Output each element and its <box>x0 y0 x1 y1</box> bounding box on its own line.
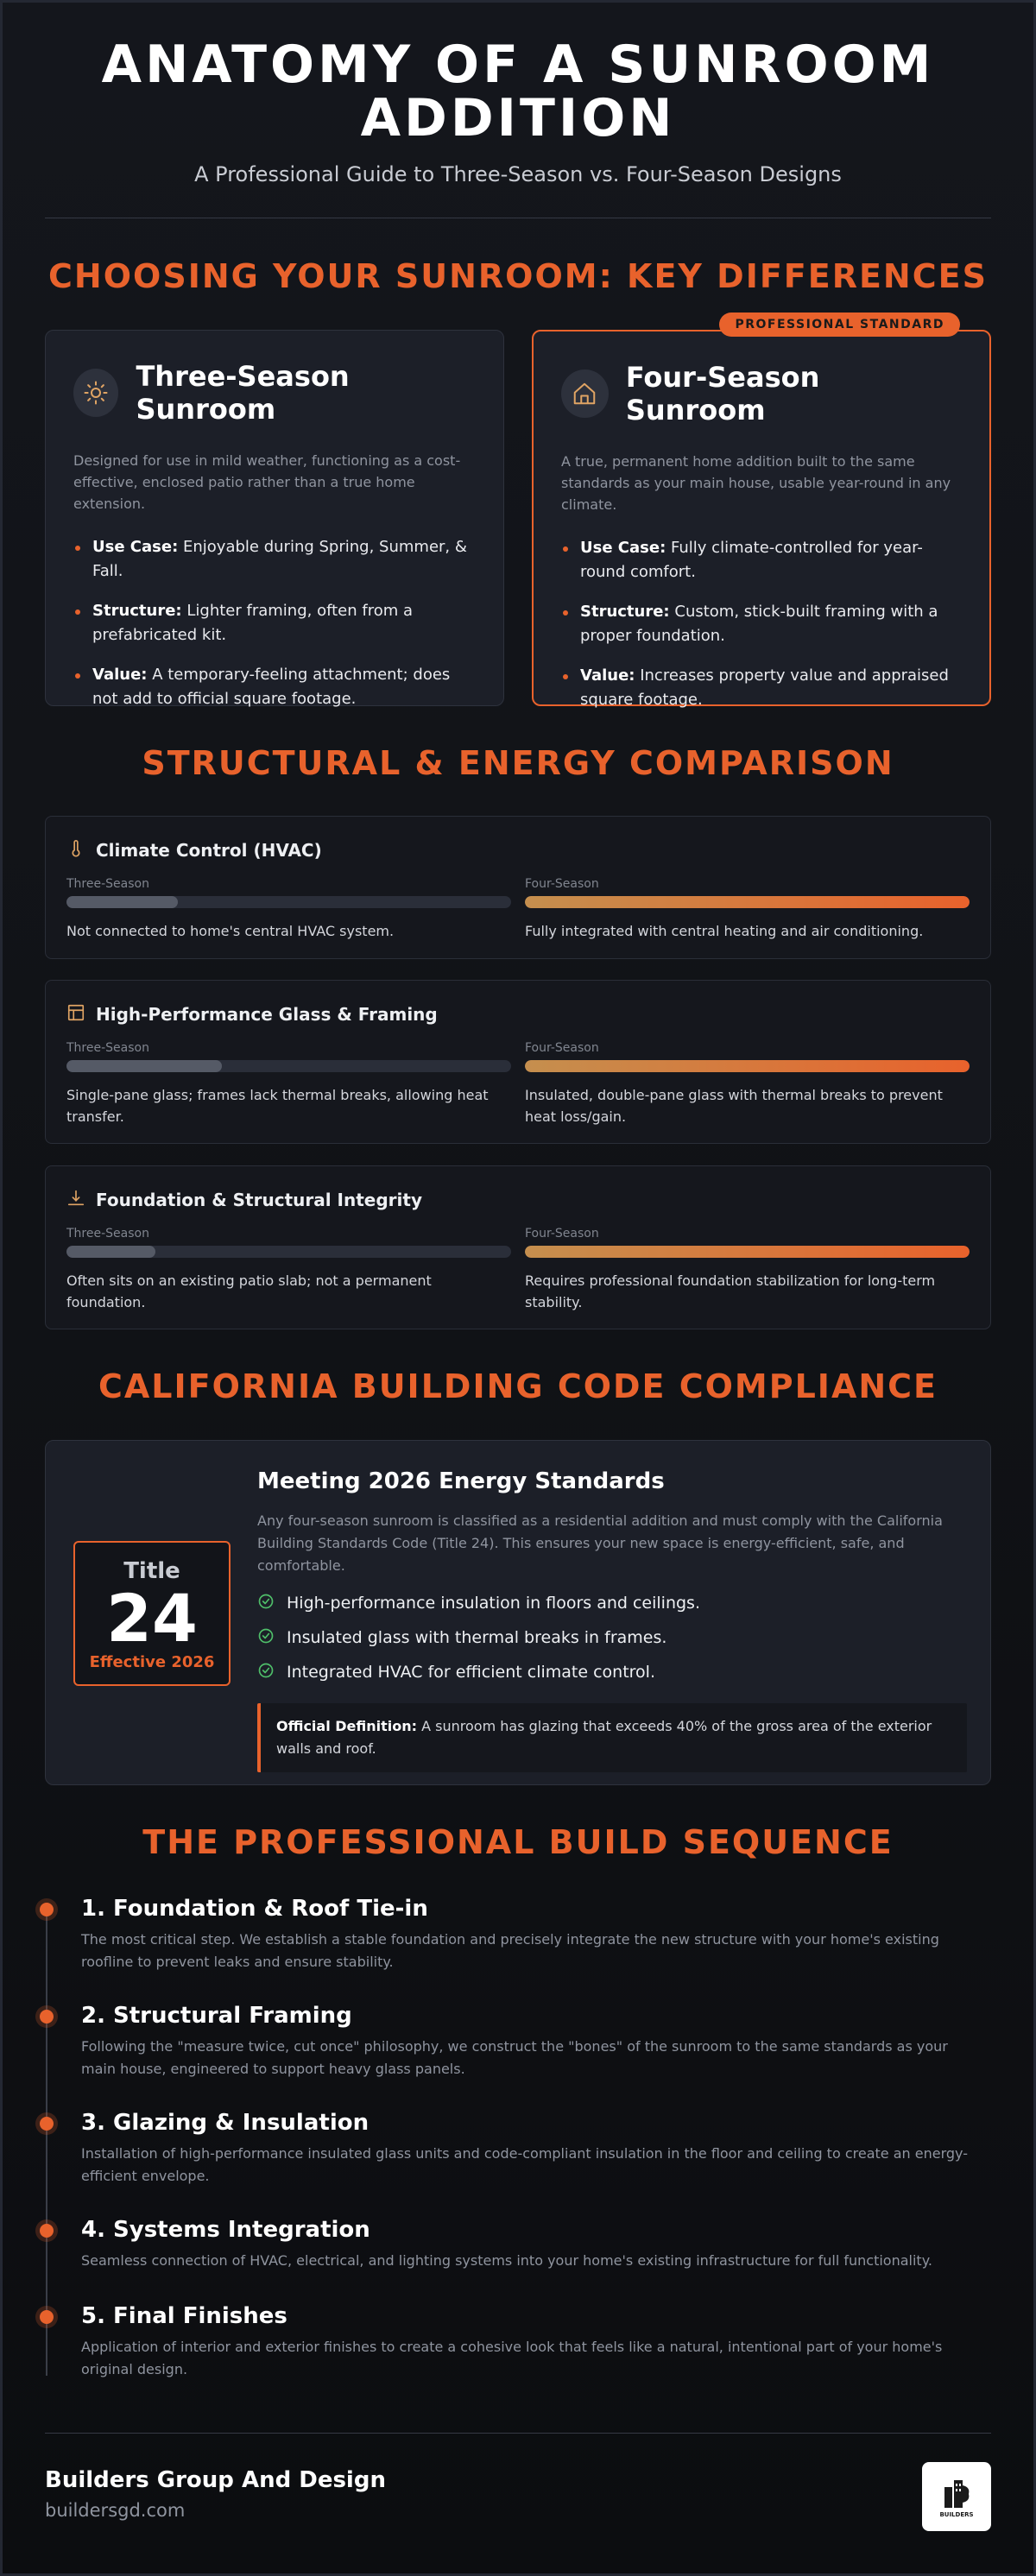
comparison-title: Climate Control (HVAC) <box>96 840 322 861</box>
three-season-bar <box>66 1060 511 1072</box>
step-description: Application of interior and exterior finishes to create a cohesive look that feels like a natural, intentional part of your home's original design. <box>81 2339 943 2377</box>
page-title: ANATOMY OF A SUNROOM ADDITION <box>101 35 935 148</box>
check-circle-icon <box>257 1627 275 1649</box>
card-description: Designed for use in mild weather, functioning as a cost-effective, enclosed patio rather than a true home extension. <box>73 452 461 512</box>
three-season-text: Not connected to home's central HVAC system. <box>66 923 395 939</box>
four-season-bar <box>525 896 970 908</box>
code-description: Any four-season sunroom is classified as a residential addition and must comply with the California Building Standards Code (Title 24). This ensures your new space is energy-efficient, safe, and comfortable. <box>257 1512 943 1574</box>
timeline-dot <box>40 2224 54 2238</box>
card-title: Three-Season Sunroom <box>136 360 350 426</box>
window-frame-icon <box>66 1003 85 1026</box>
list-item: Use Case: Fully climate-controlled for year-round comfort. <box>561 536 962 584</box>
footer-divider <box>45 2433 991 2434</box>
card-title: Four-Season Sunroom <box>625 361 820 426</box>
comparison-item-hvac <box>45 816 991 959</box>
section-title-sequence: THE PROFESSIONAL BUILD SEQUENCE <box>142 1823 894 1861</box>
step-title: 5. Final Finishes <box>81 2303 287 2329</box>
four-season-label: Four-Season <box>525 877 599 891</box>
step-5 <box>36 2303 991 2381</box>
four-season-bar <box>525 1246 970 1258</box>
code-compliance-box <box>45 1440 991 1785</box>
list-item: Value: A temporary-feeling attachment; does not add to official square footage. <box>73 663 476 711</box>
timeline-dot <box>40 2310 54 2324</box>
list-item: Structure: Lighter framing, often from a prefabricated kit. <box>73 599 476 647</box>
feature-list <box>73 535 476 711</box>
check-circle-icon <box>257 1662 275 1683</box>
company-url-link[interactable]: buildersgd.com <box>45 2500 186 2521</box>
four-season-text: Insulated, double-pane glass with thermal breaks to prevent heat loss/gain. <box>525 1087 943 1125</box>
three-season-bar <box>66 1246 511 1258</box>
step-description: Following the "measure twice, cut once" philosophy, we construct the "bones" of the sunroom to the same standards as your main house, engineered to support heavy glass panels. <box>81 2038 948 2077</box>
four-season-label: Four-Season <box>525 1041 599 1055</box>
step-title: 2. Structural Framing <box>81 2003 352 2029</box>
timeline-dot <box>40 1903 54 1916</box>
sun-icon <box>73 369 118 417</box>
timeline-dot <box>40 2117 54 2131</box>
comparison-title: High-Performance Glass & Framing <box>96 1004 438 1025</box>
timeline-dot <box>40 2010 54 2024</box>
four-season-card <box>532 318 991 709</box>
step-description: The most critical step. We establish a stable foundation and precisely integrate the new structure with your home's existing roofline to prevent leaks and ensure stability. <box>81 1931 939 1970</box>
step-title: 1. Foundation & Roof Tie-in <box>81 1896 428 1922</box>
section-title-differences: CHOOSING YOUR SUNROOM: KEY DIFFERENCES <box>48 257 988 295</box>
professional-standard-badge: PROFESSIONAL STANDARD <box>719 313 960 337</box>
step-title: 3. Glazing & Insulation <box>81 2110 370 2136</box>
list-item: Value: Increases property value and appraised square footage. <box>561 664 962 712</box>
list-item: Integrated HVAC for efficient climate control. <box>257 1655 967 1689</box>
seal-number: 24 <box>106 1580 198 1657</box>
three-season-text: Single-pane glass; frames lack thermal breaks, allowing heat transfer. <box>66 1087 489 1125</box>
comparison-title: Foundation & Structural Integrity <box>96 1190 422 1210</box>
four-season-label: Four-Season <box>525 1227 599 1241</box>
code-heading: Meeting 2026 Energy Standards <box>257 1468 665 1494</box>
section-title-code: CALIFORNIA BUILDING CODE COMPLIANCE <box>98 1367 938 1405</box>
three-season-bar <box>66 896 511 908</box>
three-season-label: Three-Season <box>66 877 149 891</box>
seal-title: Title <box>123 1558 180 1584</box>
four-season-text: Requires professional foundation stabilization for long-term stability. <box>525 1272 936 1310</box>
company-name: Builders Group And Design <box>45 2467 386 2493</box>
step-title: 4. Systems Integration <box>81 2217 370 2243</box>
title-24-seal <box>73 1541 231 1686</box>
thermometer-icon <box>66 839 85 862</box>
three-season-label: Three-Season <box>66 1041 149 1055</box>
step-description: Seamless connection of HVAC, electrical, and lighting systems into your home's existing infrastructure for full functionality. <box>81 2252 932 2269</box>
comparison-item-foundation <box>45 1165 991 1329</box>
step-3 <box>36 2110 991 2188</box>
list-item: Structure: Custom, stick-built framing with a proper foundation. <box>561 600 962 648</box>
home-icon <box>561 369 609 418</box>
seal-effective: Effective 2026 <box>89 1653 215 1671</box>
requirements-list <box>257 1586 967 1689</box>
section-title-comparison: STRUCTURAL & ENERGY COMPARISON <box>142 744 894 782</box>
building-logo-icon <box>939 2475 974 2510</box>
foundation-icon <box>66 1189 85 1211</box>
three-season-card <box>45 330 504 706</box>
three-season-label: Three-Season <box>66 1227 149 1241</box>
feature-list <box>561 536 962 712</box>
step-2 <box>36 2003 991 2080</box>
four-season-text: Fully integrated with central heating and air conditioning. <box>525 923 924 939</box>
three-season-text: Often sits on an existing patio slab; not a permanent foundation. <box>66 1272 432 1310</box>
page-subtitle: A Professional Guide to Three-Season vs. Four-Season Designs <box>194 162 842 186</box>
list-item: High-performance insulation in floors and ceilings. <box>257 1586 967 1620</box>
list-item: Use Case: Enjoyable during Spring, Summer, & Fall. <box>73 535 476 584</box>
step-description: Installation of high-performance insulated glass units and code-compliant insulation in the floor and ceiling to create an energy-efficient envelope. <box>81 2145 968 2184</box>
list-item: Insulated glass with thermal breaks in frames. <box>257 1620 967 1655</box>
step-4 <box>36 2217 991 2272</box>
card-description: A true, permanent home addition built to the same standards as your main house, usable year-round in any climate. <box>561 453 951 513</box>
check-circle-icon <box>257 1593 275 1614</box>
company-logo: BUILDERS <box>922 2462 991 2531</box>
step-1 <box>36 1896 991 1973</box>
official-definition-callout: Official Definition: A sunroom has glazing that exceeds 40% of the gross area of the exterior walls and roof. <box>257 1703 967 1772</box>
comparison-item-glass <box>45 980 991 1144</box>
four-season-bar <box>525 1060 970 1072</box>
